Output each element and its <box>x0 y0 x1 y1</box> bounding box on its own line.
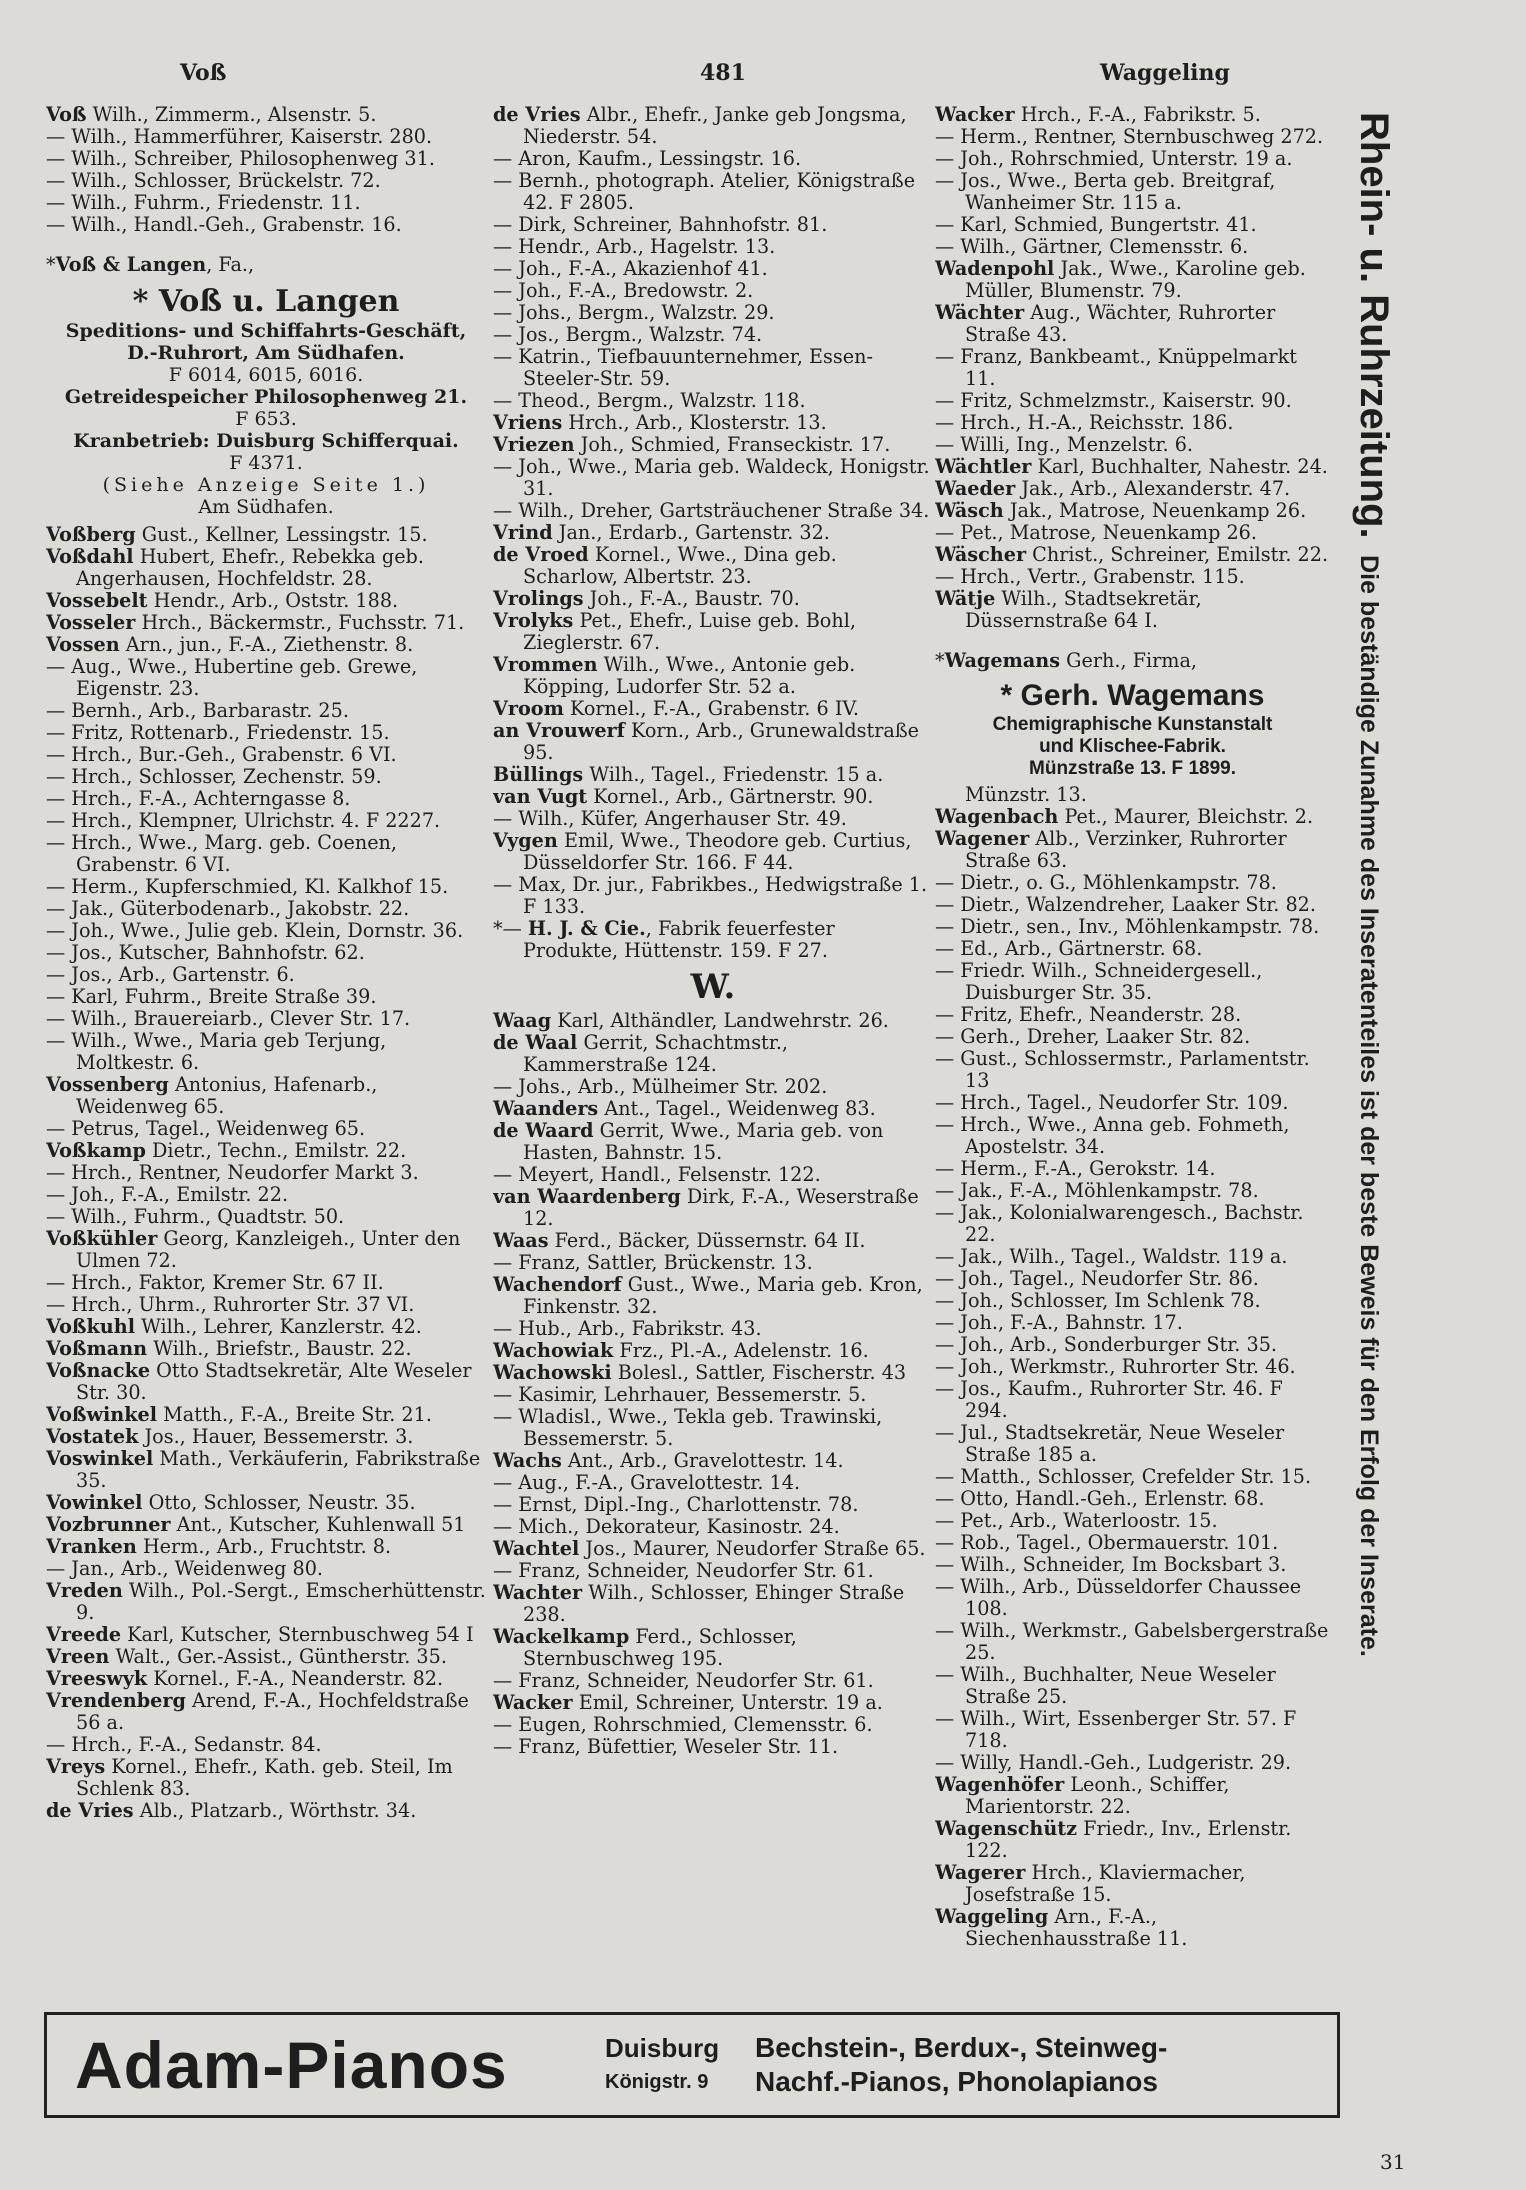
directory-entry: Wagerer Hrch., Klaviermacher, Josefstraße 15. <box>935 1861 1246 1906</box>
directory-entry: van Vugt Kornel., Arb., Gärtnerstr. 90. <box>493 785 874 808</box>
directory-entry: — Wilh., Fuhrm., Quadtstr. 50. <box>46 1205 345 1228</box>
directory-entry: — Wilh., Wwe., Maria geb Terjung, Moltkestr. 6. <box>46 1029 387 1074</box>
directory-entry: Wachowiak Frz., Pl.-A., Adelenstr. 16. <box>493 1339 869 1362</box>
firm-line: Münzstraße 13. F 1899. <box>1029 758 1236 779</box>
directory-entry: — Franz, Bankbeamt., Knüppelmarkt 11. <box>935 345 1297 390</box>
entries-col3-b <box>935 806 1330 1950</box>
directory-entry: Wadenpohl Jak., Wwe., Karoline geb. Müller, Blumenstr. 79. <box>935 257 1306 302</box>
directory-entry: — Petrus, Tagel., Weidenweg 65. <box>46 1117 366 1140</box>
advert-city: Duisburg <box>605 2033 720 2063</box>
advert-makers-line: Nachf.-Pianos, Phonolapianos <box>755 2066 1158 2097</box>
advert-makers-line: Bechstein-, Berdux-, Steinweg- <box>755 2032 1168 2063</box>
directory-entry: — Herm., F.-A., Gerokstr. 14. <box>935 1157 1216 1180</box>
directory-entry: — Herm., Kupferschmied, Kl. Kalkhof 15. <box>46 875 449 898</box>
directory-entry: — Hrch., Bur.-Geh., Grabenstr. 6 VI. <box>46 743 397 766</box>
directory-entry: — Hrch., Uhrm., Ruhrorter Str. 37 VI. <box>46 1293 415 1316</box>
directory-entry: — Aug., Wwe., Hubertine geb. Grewe, Eigenstr. 23. <box>46 655 418 700</box>
directory-entry: Voßmann Wilh., Briefstr., Baustr. 22. <box>46 1337 412 1360</box>
directory-entry: — Jan., Arb., Weidenweg 80. <box>46 1557 323 1580</box>
directory-entry: — Hrch., Tagel., Neudorfer Str. 109. <box>935 1091 1289 1114</box>
directory-entry: — Karl, Schmied, Bungertstr. 41. <box>935 213 1257 236</box>
directory-entry: — Wilh., Brauereiarb., Clever Str. 17. <box>46 1007 411 1030</box>
directory-entry: Voswinkel Math., Verkäuferin, Fabrikstraße 35. <box>46 1447 481 1492</box>
directory-entry: — Jos., Wwe., Berta geb. Breitgraf, Wanheimer Str. 115 a. <box>935 169 1276 214</box>
column-3 <box>935 104 1330 2024</box>
directory-entry: — Dirk, Schreiner, Bahnhofstr. 81. <box>493 213 828 236</box>
directory-entry: — Wilh., Hammerführer, Kaiserstr. 280. <box>46 125 433 148</box>
directory-entry: Vreeswyk Kornel., F.-A., Neanderstr. 82. <box>46 1667 444 1690</box>
entries-col3-a <box>935 104 1330 672</box>
firm-line: Am Südhafen. <box>198 496 334 518</box>
directory-entry: — Dietr., Walzendreher, Laaker Str. 82. <box>935 893 1316 916</box>
directory-entry: — Hrch., Rentner, Neudorfer Markt 3. <box>46 1161 419 1184</box>
directory-entry: — Hrch., Klempner, Ulrichstr. 4. F 2227. <box>46 809 441 832</box>
directory-entry: Wachs Ant., Arb., Gravelottestr. 14. <box>493 1449 844 1472</box>
directory-entry: — Franz, Sattler, Brückenstr. 13. <box>493 1251 813 1274</box>
directory-entry: Wackelkamp Ferd., Schlosser, Sternbuschweg 195. <box>493 1625 797 1670</box>
directory-entry: *Voß & Langen, Fa., <box>46 253 255 276</box>
directory-entry: Vossebelt Hendr., Arb., Oststr. 188. <box>46 589 399 612</box>
directory-entry: Vranken Herm., Arb., Fruchtstr. 8. <box>46 1535 392 1558</box>
directory-entry: Wagenhöfer Leonh., Schiffer, Marientorstr. 22. <box>935 1773 1230 1818</box>
directory-entry: Wachendorf Gust., Wwe., Maria geb. Kron, Finkenstr. 32. <box>493 1273 923 1318</box>
directory-entry: Wagener Alb., Verzinker, Ruhrorter Straße 63. <box>935 827 1287 872</box>
directory-entry: — Jul., Stadtsekretär, Neue Weseler Straße 185 a. <box>935 1421 1285 1466</box>
directory-entry: — Hrch., F.-A., Sedanstr. 84. <box>46 1733 322 1756</box>
entries-col2-b <box>493 1010 933 1758</box>
directory-entry: — Willy, Handl.-Geh., Ludgeristr. 29. <box>935 1751 1292 1774</box>
firm-name: * Voß u. Langen <box>132 284 400 319</box>
directory-entry: Vrommen Wilh., Wwe., Antonie geb. Köpping, Ludorfer Str. 52 a. <box>493 653 856 698</box>
directory-entry: Waeder Jak., Arb., Alexanderstr. 47. <box>935 477 1291 500</box>
spacer <box>46 236 486 254</box>
directory-entry: de Waal Gerrit, Schachtmstr., Kammerstraße 124. <box>493 1031 789 1076</box>
directory-entry: *Wagemans Gerh., Firma, <box>935 649 1197 672</box>
directory-entry: — Joh., F.-A., Bahnstr. 17. <box>935 1311 1183 1334</box>
directory-entry: Waas Ferd., Bäcker, Düssernstr. 64 II. <box>493 1229 866 1252</box>
firm-block-voss-langen <box>46 284 486 518</box>
directory-entry: — Joh., Wwe., Maria geb. Waldeck, Honigstr. 31. <box>493 455 930 500</box>
directory-entry: Wätje Wilh., Stadtsekretär, Düssernstraße 64 I. <box>935 587 1202 632</box>
directory-entry: Vrind Jan., Erdarb., Gartenstr. 32. <box>493 521 830 544</box>
vertical-advert-title: Rhein- u. Ruhrzeitung. <box>1352 112 1396 539</box>
directory-entry: — Fritz, Schmelzmstr., Kaiserstr. 90. <box>935 389 1292 412</box>
directory-entry: — Franz, Schneider, Neudorfer Str. 61. <box>493 1559 874 1582</box>
directory-entry: Voßkühler Georg, Kanzleigeh., Unter den Ulmen 72. <box>46 1227 461 1272</box>
firm-address: Münzstr. 13. <box>965 783 1087 806</box>
directory-entry: — Fritz, Rottenarb., Friedenstr. 15. <box>46 721 390 744</box>
directory-entry: Wäsch Jak., Matrose, Neuenkamp 26. <box>935 499 1307 522</box>
directory-entry: — Hrch., Faktor, Kremer Str. 67 II. <box>46 1271 384 1294</box>
page-number: 481 <box>700 60 746 86</box>
firm-line: F 653. <box>235 408 297 430</box>
directory-entry: — Jak., Kolonialwarengesch., Bachstr. 22. <box>935 1201 1304 1246</box>
directory-entry: — Joh., F.-A., Emilstr. 22. <box>46 1183 289 1206</box>
directory-entry: — Joh., Werkmstr., Ruhrorter Str. 46. <box>935 1355 1296 1378</box>
directory-entry: Wacker Emil, Schreiner, Unterstr. 19 a. <box>493 1691 883 1714</box>
directory-entry: — Jos., Arb., Gartenstr. 6. <box>46 963 295 986</box>
entries-col1-a <box>46 104 486 276</box>
directory-entry: — Ernst, Dipl.-Ing., Charlottenstr. 78. <box>493 1493 859 1516</box>
directory-entry: — Wilh., Buchhalter, Neue Weseler Straße 25. <box>935 1663 1276 1708</box>
directory-entry: — Jak., Güterbodenarb., Jakobstr. 22. <box>46 897 410 920</box>
directory-entry: Vosseler Hrch., Bäckermstr., Fuchsstr. 71. <box>46 611 465 634</box>
firm-line: F 6014, 6015, 6016. <box>168 364 364 386</box>
directory-entry: — Wilh., Küfer, Angerhauser Str. 49. <box>493 807 847 830</box>
directory-entry: — Wilh., Schlosser, Brückelstr. 72. <box>46 169 381 192</box>
firm-block-wagemans <box>935 678 1330 780</box>
directory-entry: — Joh., Rohrschmied, Unterstr. 19 a. <box>935 147 1293 170</box>
directory-entry: — Joh., Wwe., Julie geb. Klein, Dornstr. 36. <box>46 919 464 942</box>
directory-entry: — Wilh., Fuhrm., Friedenstr. 11. <box>46 191 361 214</box>
directory-entry: Wächter Aug., Wächter, Ruhrorter Straße 43. <box>935 301 1276 346</box>
directory-entry: Wagenbach Pet., Maurer, Bleichstr. 2. <box>935 805 1314 828</box>
directory-entry: — Herm., Rentner, Sternbuschweg 272. <box>935 125 1324 148</box>
firm-line: Kranbetrieb: Duisburg Schifferquai. <box>73 430 459 452</box>
directory-entry: Voß Wilh., Zimmerm., Alsenstr. 5. <box>46 104 377 126</box>
directory-entry: Vozbrunner Ant., Kutscher, Kuhlenwall 51 <box>46 1513 466 1536</box>
directory-entry: Vrolyks Pet., Ehefr., Luise geb. Bohl, Zieglerstr. 67. <box>493 609 856 654</box>
directory-entry: Vreys Kornel., Ehefr., Kath. geb. Steil, Im Schlenk 83. <box>46 1755 453 1800</box>
column-1 <box>46 104 486 2024</box>
directory-entry: *— H. J. & Cie., Fabrik feuerfester Produkte, Hüttenstr. 159. F 27. <box>493 917 835 962</box>
directory-entry: — Hrch., H.-A., Reichsstr. 186. <box>935 411 1234 434</box>
entries-col1-b <box>46 524 486 1822</box>
directory-entry: Wächtler Karl, Buchhalter, Nahestr. 24. <box>935 455 1328 478</box>
firm-line: (Siehe Anzeige Seite 1.) <box>102 474 430 496</box>
directory-entry: Vreden Wilh., Pol.-Sergt., Emscherhüttenstr. 9. <box>46 1579 486 1624</box>
directory-entry: — Wilh., Schneider, Im Bocksbart 3. <box>935 1553 1287 1576</box>
directory-entry: — Hrch., Wwe., Marg. geb. Coenen, Grabenstr. 6 VI. <box>46 831 398 876</box>
directory-entry: Vroom Kornel., F.-A., Grabenstr. 6 IV. <box>493 697 859 720</box>
directory-entry: — Jos., Bergm., Walzstr. 74. <box>493 323 763 346</box>
directory-entry: de Vroed Kornel., Wwe., Dina geb. Scharlow, Albertstr. 23. <box>493 543 837 588</box>
directory-entry: — Joh., Arb., Sonderburger Str. 35. <box>935 1333 1278 1356</box>
directory-entry: — Johs., Arb., Mülheimer Str. 202. <box>493 1075 828 1098</box>
directory-entry: — Wilh., Wirt, Essenberger Str. 57. F 718. <box>935 1707 1297 1752</box>
directory-entry: — Wilh., Werkmstr., Gabelsbergerstraße 25. <box>935 1619 1329 1664</box>
footer-number: 31 <box>1380 2150 1406 2174</box>
directory-entry: — Wilh., Gärtner, Clemensstr. 6. <box>935 235 1249 258</box>
directory-entry: Vossenberg Antonius, Hafenarb., Weidenweg 65. <box>46 1073 378 1118</box>
directory-entry: — Eugen, Rohrschmied, Clemensstr. 6. <box>493 1713 873 1736</box>
directory-entry: Büllings Wilh., Tagel., Friedenstr. 15 a. <box>493 763 884 786</box>
directory-entry: — Pet., Arb., Waterloostr. 15. <box>935 1509 1218 1532</box>
firm-name: * Gerh. Wagemans <box>1000 679 1265 712</box>
directory-entry: Wachter Wilh., Schlosser, Ehinger Straße 238. <box>493 1581 905 1626</box>
directory-entry: — Wilh., Arb., Düsseldorfer Chaussee 108. <box>935 1575 1302 1620</box>
directory-entry: — Franz, Schneider, Neudorfer Str. 61. <box>493 1669 874 1692</box>
directory-entry: — Hrch., Vertr., Grabenstr. 115. <box>935 565 1245 588</box>
directory-entry: Vossen Arn., jun., F.-A., Ziethenstr. 8. <box>46 633 414 656</box>
directory-entry: — Jak., F.-A., Möhlenkampstr. 78. <box>935 1179 1259 1202</box>
directory-entry: Vreede Karl, Kutscher, Sternbuschweg 54 I <box>46 1623 474 1646</box>
directory-entry: de Waard Gerrit, Wwe., Maria geb. von Hasten, Bahnstr. 15. <box>493 1119 884 1164</box>
directory-entry: — Friedr. Wilh., Schneidergesell., Duisburger Str. 35. <box>935 959 1263 1004</box>
directory-entry: — Fritz, Ehefr., Neanderstr. 28. <box>935 1003 1242 1026</box>
advert-makers <box>755 2031 1167 2099</box>
directory-entry: — Willi, Ing., Menzelstr. 6. <box>935 433 1194 456</box>
firm-line: F 4371. <box>229 452 303 474</box>
directory-entry: — Jos., Kaufm., Ruhrorter Str. 46. F 294. <box>935 1377 1283 1422</box>
directory-entry: — Johs., Bergm., Walzstr. 29. <box>493 301 775 324</box>
directory-entry: — Matth., Schlosser, Crefelder Str. 15. <box>935 1465 1312 1488</box>
bottom-advert <box>44 2012 1340 2118</box>
advert-location <box>605 2031 755 2099</box>
directory-entry: — Gust., Schlossermstr., Parlamentstr. 13 <box>935 1047 1310 1092</box>
directory-entry: — Bernh., photograph. Atelier, Königstraße 42. F 2805. <box>493 169 916 214</box>
directory-entry: — Wilh., Handl.-Geh., Grabenstr. 16. <box>46 213 402 236</box>
firm-line: Getreidespeicher Philosophenweg 21. <box>64 386 468 408</box>
directory-entry: Voßdahl Hubert, Ehefr., Rebekka geb. Angerhausen, Hochfeldstr. 28. <box>46 545 424 590</box>
directory-entry: — Jak., Wilh., Tagel., Waldstr. 119 a. <box>935 1245 1288 1268</box>
directory-entry: Voßkuhl Wilh., Lehrer, Kanzlerstr. 42. <box>46 1315 422 1338</box>
directory-entry: Voßberg Gust., Kellner, Lessingstr. 15. <box>46 523 428 546</box>
directory-entry: — Wilh., Schreiber, Philosophenweg 31. <box>46 147 435 170</box>
firm-line: Chemigraphische Kunstanstalt <box>992 714 1273 735</box>
directory-entry: — Hendr., Arb., Hagelstr. 13. <box>493 235 776 258</box>
directory-entry: — Karl, Fuhrm., Breite Straße 39. <box>46 985 377 1008</box>
directory-entry: — Dietr., sen., Inv., Möhlenkampstr. 78. <box>935 915 1320 938</box>
directory-entry: Wagenschütz Friedr., Inv., Erlenstr. 122. <box>935 1817 1292 1862</box>
directory-entry: Vriens Hrch., Arb., Klosterstr. 13. <box>493 411 827 434</box>
section-letter-w: W. <box>690 967 736 1007</box>
directory-entry: Vostatek Jos., Hauer, Bessemerstr. 3. <box>46 1425 414 1448</box>
advert-address: Königstr. 9 <box>605 2071 709 2093</box>
directory-entry: Voßkamp Dietr., Techn., Emilstr. 22. <box>46 1139 407 1162</box>
column-2 <box>493 104 933 2024</box>
directory-entry: — Wilh., Dreher, Gartsträuchener Straße 34. <box>493 499 930 522</box>
directory-entry: — Dietr., o. G., Möhlenkampstr. 78. <box>935 871 1277 894</box>
directory-entry: Waag Karl, Althändler, Landwehrstr. 26. <box>493 1009 889 1032</box>
directory-entry: — Joh., Schlosser, Im Schlenk 78. <box>935 1289 1261 1312</box>
directory-entry: — Katrin., Tiefbauunternehmer, Essen-Steeler-Str. 59. <box>493 345 873 390</box>
directory-entry: Vowinkel Otto, Schlosser, Neustr. 35. <box>46 1491 416 1514</box>
firm-line: Speditions- und Schiffahrts-Geschäft, <box>65 320 467 342</box>
directory-entry: Wacker Hrch., F.-A., Fabrikstr. 5. <box>935 104 1261 126</box>
firm-line: und Klischee-Fabrik. <box>1039 736 1226 757</box>
directory-entry: Waanders Ant., Tagel., Weidenweg 83. <box>493 1097 876 1120</box>
vertical-advert-slogan: Die beständige Zunahme des Inseratenteiles ist der beste Beweis für den Erfolg der Inserate. <box>1355 555 1383 1657</box>
directory-entry: Wachowski Bolesl., Sattler, Fischerstr. 43 <box>493 1361 907 1384</box>
directory-entry: an Vrouwerf Korn., Arb., Grunewaldstraße 95. <box>493 719 920 764</box>
directory-entry: Wachtel Jos., Maurer, Neudorfer Straße 65. <box>493 1537 926 1560</box>
directory-entry: — Hrch., Schlosser, Zechenstr. 59. <box>46 765 382 788</box>
directory-entry: — Aug., F.-A., Gravelottestr. 14. <box>493 1471 801 1494</box>
spacer <box>935 632 1330 650</box>
directory-entry: — Mich., Dekorateur, Kasinostr. 24. <box>493 1515 840 1538</box>
directory-entry: — Hub., Arb., Fabrikstr. 43. <box>493 1317 762 1340</box>
header-right: Waggeling <box>1100 60 1230 86</box>
directory-entry: — Jos., Kutscher, Bahnhofstr. 62. <box>46 941 365 964</box>
directory-entry: — Rob., Tagel., Obermauerstr. 101. <box>935 1531 1279 1554</box>
directory-entry: Vreen Walt., Ger.-Assist., Güntherstr. 35. <box>46 1645 447 1668</box>
directory-entry: — Pet., Matrose, Neuenkamp 26. <box>935 521 1257 544</box>
directory-entry: — Max, Dr. jur., Fabrikbes., Hedwigstraße 1. F 133. <box>493 873 928 918</box>
directory-entry: de Vries Albr., Ehefr., Janke geb Jongsma, Niederstr. 54. <box>493 104 907 148</box>
directory-entry: Vriezen Joh., Schmied, Franseckistr. 17. <box>493 433 891 456</box>
entries-col2-a <box>493 104 933 962</box>
directory-entry: — Ed., Arb., Gärtnerstr. 68. <box>935 937 1203 960</box>
directory-entry: — Kasimir, Lehrhauer, Bessemerstr. 5. <box>493 1383 867 1406</box>
directory-entry: — Theod., Bergm., Walzstr. 118. <box>493 389 806 412</box>
directory-entry: Wäscher Christ., Schreiner, Emilstr. 22. <box>935 543 1329 566</box>
firm-line: D.-Ruhrort, Am Südhafen. <box>127 342 405 364</box>
directory-entry: — Joh., Tagel., Neudorfer Str. 86. <box>935 1267 1259 1290</box>
directory-entry: — Joh., F.-A., Akazienhof 41. <box>493 257 768 280</box>
directory-entry: — Otto, Handl.-Geh., Erlenstr. 68. <box>935 1487 1265 1510</box>
directory-entry: — Aron, Kaufm., Lessingstr. 16. <box>493 147 802 170</box>
directory-entry: — Franz, Büfettier, Weseler Str. 11. <box>493 1735 839 1758</box>
advert-brand: Adam-Pianos <box>75 2028 508 2102</box>
directory-entry: — Meyert, Handl., Felsenstr. 122. <box>493 1163 821 1186</box>
directory-entry: de Vries Alb., Platzarb., Wörthstr. 34. <box>46 1799 417 1822</box>
directory-entry: — Hrch., F.-A., Achterngasse 8. <box>46 787 351 810</box>
directory-entry: — Hrch., Wwe., Anna geb. Fohmeth, Apostelstr. 34. <box>935 1113 1290 1158</box>
directory-entry: Voßwinkel Matth., F.-A., Breite Str. 21. <box>46 1403 432 1426</box>
directory-entry: Vrolings Joh., F.-A., Baustr. 70. <box>493 587 800 610</box>
directory-entry: van Waardenberg Dirk, F.-A., Weserstraße 12. <box>493 1185 919 1230</box>
directory-entry: — Bernh., Arb., Barbarastr. 25. <box>46 699 349 722</box>
directory-entry: Voßnacke Otto Stadtsekretär, Alte Weseler Str. 30. <box>46 1359 472 1404</box>
header-left: Voß <box>180 60 227 86</box>
directory-entry: — Joh., F.-A., Bredowstr. 2. <box>493 279 754 302</box>
directory-entry: Waggeling Arn., F.-A., Siechenhausstraße 11. <box>935 1905 1188 1950</box>
directory-entry: — Gerh., Dreher, Laaker Str. 82. <box>935 1025 1251 1048</box>
directory-entry: — Wladisl., Wwe., Tekla geb. Trawinski, Bessemerstr. 5. <box>493 1405 883 1450</box>
directory-entry: Vrendenberg Arend, F.-A., Hochfeldstraße 56 a. <box>46 1689 469 1734</box>
directory-entry: Vygen Emil, Wwe., Theodore geb. Curtius, Düsseldorfer Str. 166. F 44. <box>493 829 912 874</box>
vertical-advert <box>1350 112 1396 1992</box>
